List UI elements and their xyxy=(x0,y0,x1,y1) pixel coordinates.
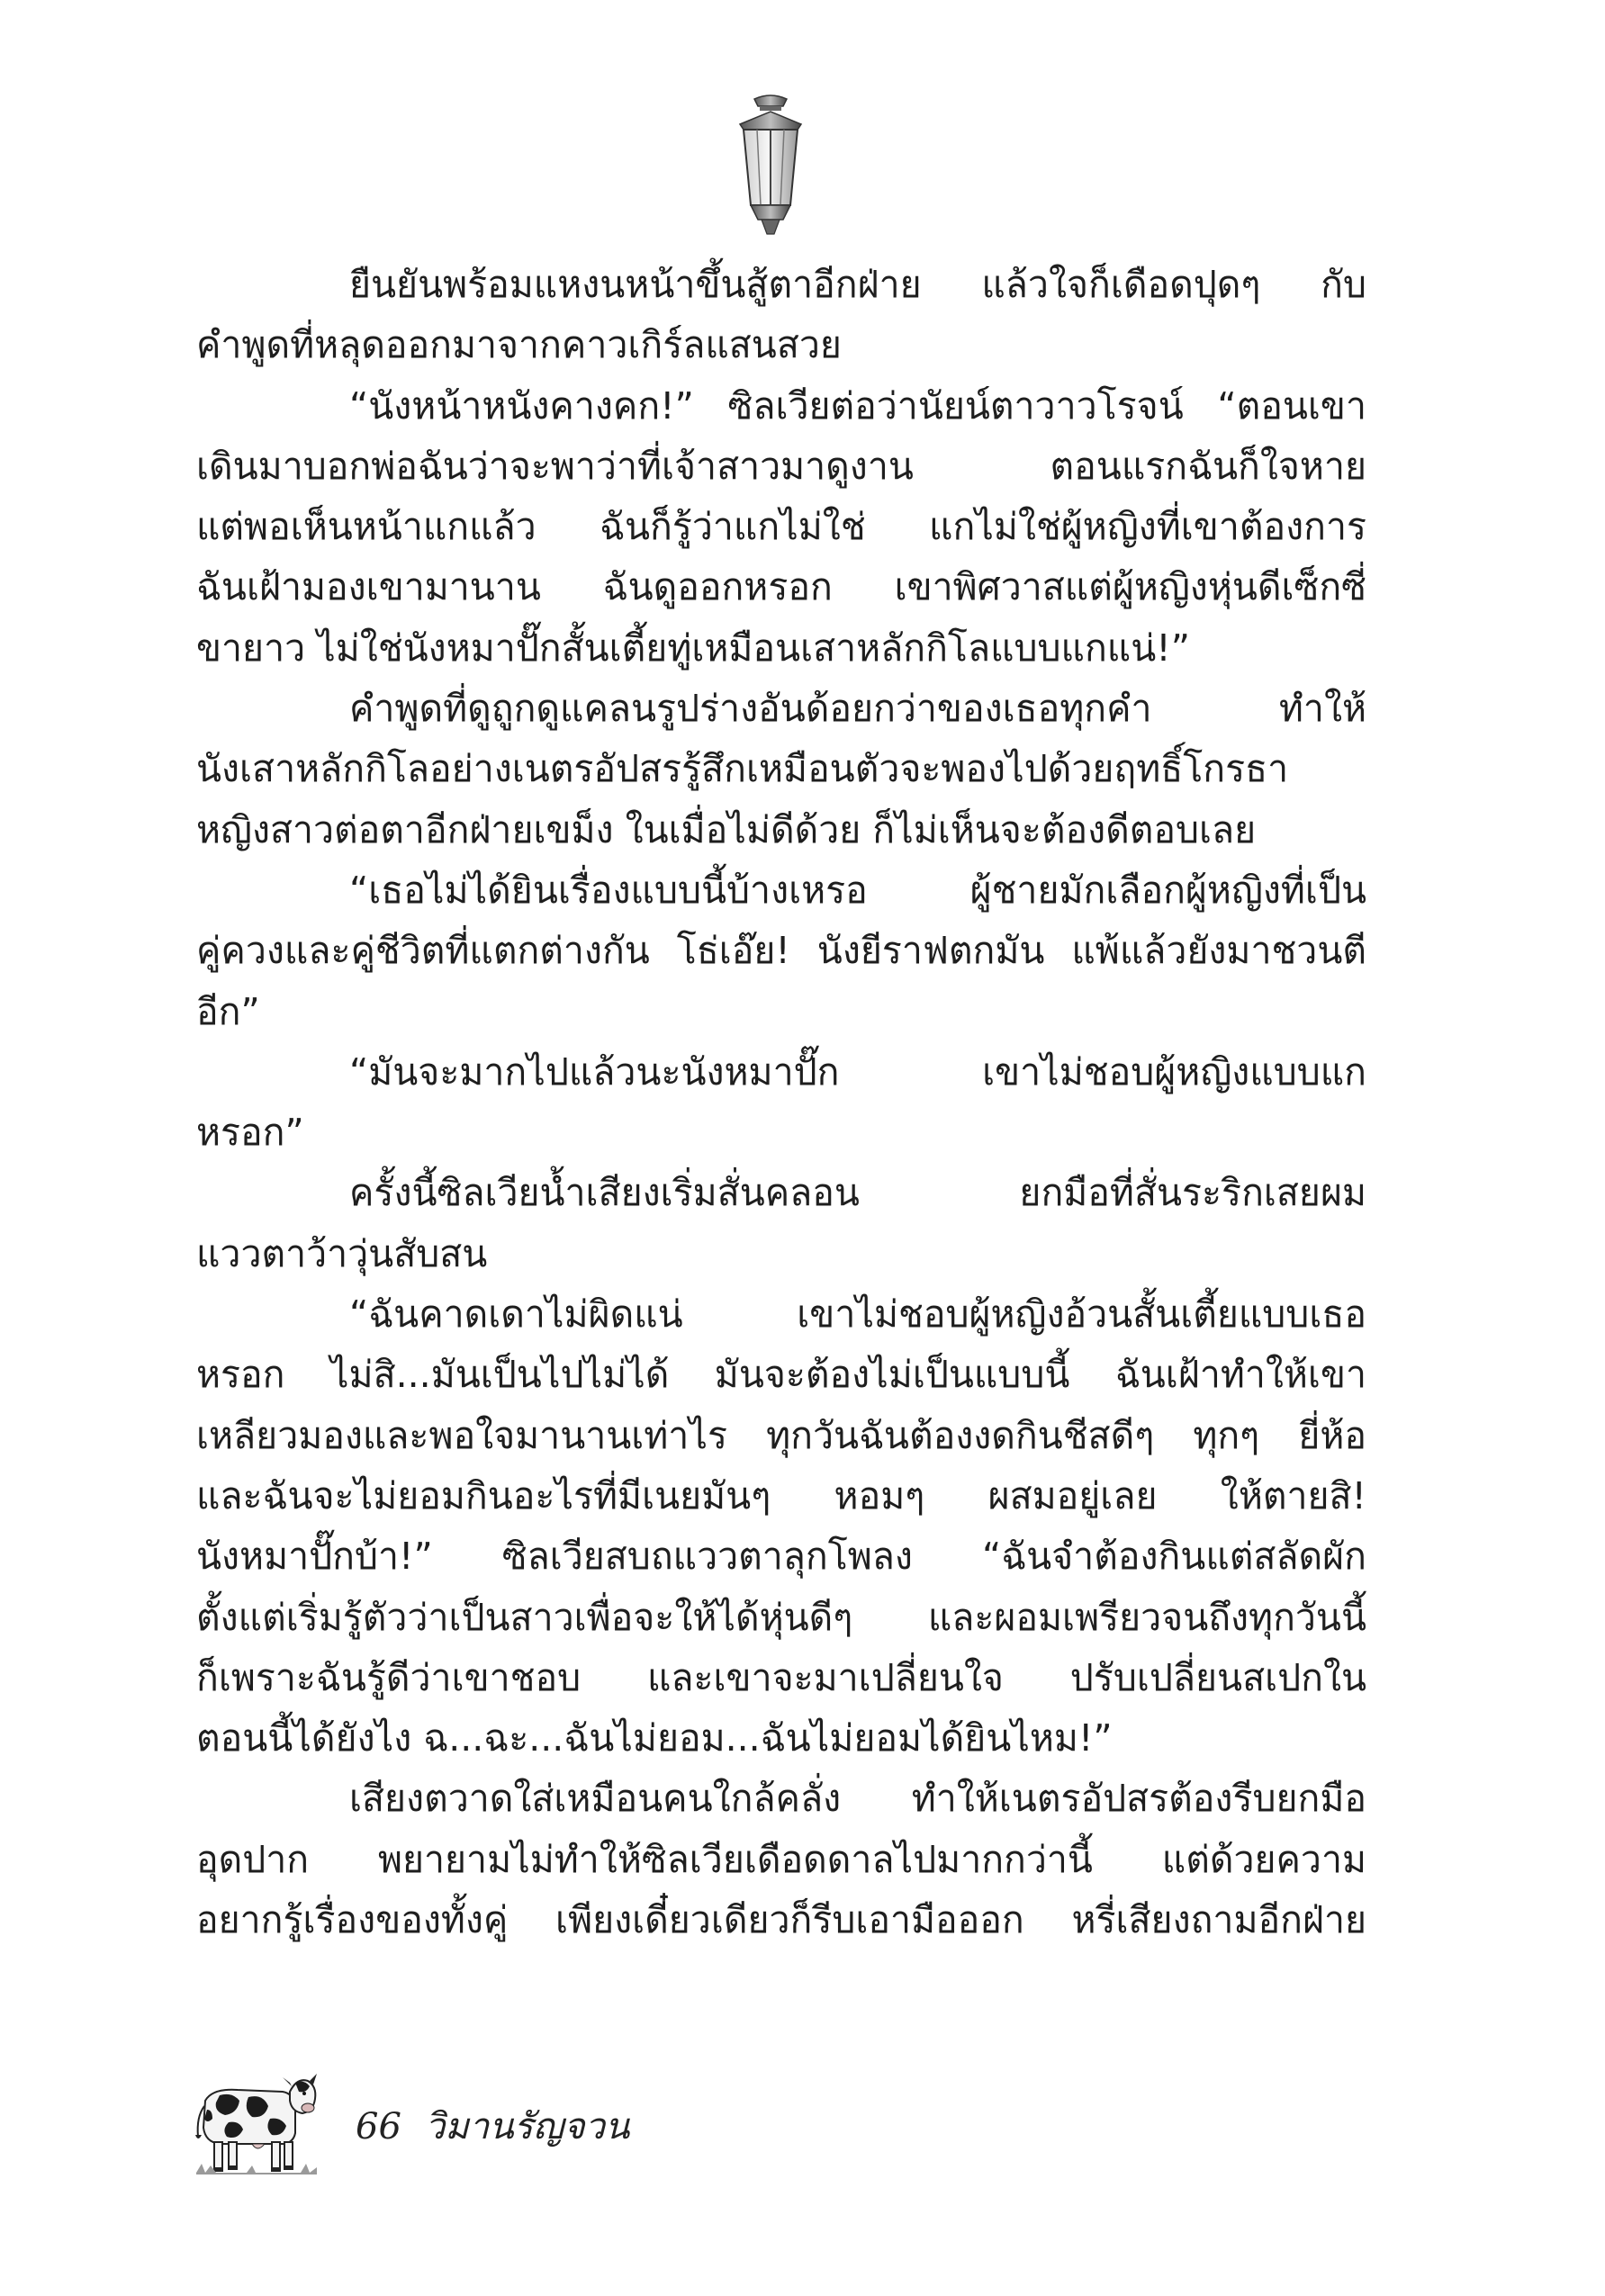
text-line: เสียงตวาดใส่เหมือนคนใกล้คลั่ง ทำให้เนตรอัปสรต้องรีบยกมือ xyxy=(349,1777,1366,1821)
text-line: อีก” xyxy=(196,989,260,1033)
lantern-icon xyxy=(727,94,814,238)
page-footer xyxy=(356,2097,629,2155)
text-line: อุดปาก พยายามไม่ทำให้ซิลเวียเดือดดาลไปมากกว่านี้ แต่ด้วยความ xyxy=(196,1837,1366,1881)
text-line: “เธอไม่ได้ยินเรื่องแบบนี้บ้างเหรอ ผู้ชายมักเลือกผู้หญิงที่เป็น xyxy=(349,868,1366,912)
body-text xyxy=(196,255,1366,1950)
text-line: อยากรู้เรื่องของทั้งคู่ เพียงเดี๋ยวเดียวก็รีบเอามือออก หรี่เสียงถามอีกฝ่าย xyxy=(196,1898,1366,1942)
text-line: หญิงสาวต่อตาอีกฝ่ายเขม็ง ในเมื่อไม่ดีด้วย ก็ไม่เห็นจะต้องดีตอบเลย xyxy=(196,807,1257,851)
text-line: ตั้งแต่เริ่มรู้ตัวว่าเป็นสาวเพื่อจะให้ได้หุ่นดีๆ และผอมเพรียวจนถึงทุกวันนี้ xyxy=(196,1595,1366,1639)
text-line: ขายาว ไม่ใช่นังหมาปั๊กสั้นเตี้ยทู่เหมือนเสาหลักกิโลแบบแกแน่!” xyxy=(196,626,1190,670)
text-line: ก็เพราะฉันรู้ดีว่าเขาชอบ และเขาจะมาเปลี่ยนใจ ปรับเปลี่ยนสเปกใน xyxy=(196,1655,1366,1699)
text-line: “มันจะมากไปแล้วนะนังหมาปั๊ก เขาไม่ชอบผู้หญิงแบบแก xyxy=(349,1049,1366,1094)
text-line: นังหมาปั๊กบ้า!” ซิลเวียสบถแววตาลุกโพลง “ฉันจำต้องกินแต่สลัดผัก xyxy=(196,1535,1366,1579)
text-line: คำพูดที่หลุดออกมาจากคาวเกิร์ลแสนสวย xyxy=(196,323,842,367)
text-line: เหลียวมองและพอใจมานานเท่าไร ทุกวันฉันต้องงดกินชีสดีๆ ทุกๆ ยี่ห้อ xyxy=(196,1413,1366,1457)
text-line: แต่พอเห็นหน้าแกแล้ว ฉันก็รู้ว่าแกไม่ใช่ แกไม่ใช่ผู้หญิงที่เขาต้องการ xyxy=(196,505,1366,549)
text-line: “นังหน้าหนังคางคก!” ซิลเวียต่อว่านัยน์ตาวาวโรจน์ “ตอนเขา xyxy=(349,383,1366,428)
text-line: ฉันเฝ้ามองเขามานาน ฉันดูออกหรอก เขาพิศวาสแต่ผู้หญิงหุ่นดีเซ็กซี่ xyxy=(196,565,1366,609)
text-line: คำพูดที่ดูถูกดูแคลนรูปร่างอันด้อยกว่าของเธอทุกคำ ทำให้ xyxy=(349,687,1366,731)
text-line: ยืนยันพร้อมแหงนหน้าขึ้นสู้ตาอีกฝ่าย แล้วใจก็เดือดปุดๆ กับ xyxy=(349,263,1366,306)
text-line: ครั้งนี้ซิลเวียน้ำเสียงเริ่มสั่นคลอน ยกมือที่สั่นระริกเสยผม xyxy=(349,1171,1366,1215)
cow-icon xyxy=(193,2070,319,2176)
text-line: คู่ควงและคู่ชีวิตที่แตกต่างกัน โธ่เอ๊ย! นังยีราฟตกมัน แพ้แล้วยังมาชวนตี xyxy=(196,929,1366,973)
text-line: หรอก” xyxy=(196,1111,304,1155)
book-title: วิมานรัญจวน xyxy=(424,2106,630,2147)
text-line: แววตาว้าวุ่นสับสน xyxy=(196,1231,488,1275)
text-line: เดินมาบอกพ่อฉันว่าจะพาว่าที่เจ้าสาวมาดูงาน ตอนแรกฉันก็ใจหาย xyxy=(196,444,1366,488)
text-line: และฉันจะไม่ยอมกินอะไรที่มีเนยมันๆ หอมๆ ผสมอยู่เลย ให้ตายสิ! xyxy=(196,1473,1366,1517)
text-line: “ฉันคาดเดาไม่ผิดแน่ เขาไม่ชอบผู้หญิงอ้วนสั้นเตี้ยแบบเธอ xyxy=(349,1292,1366,1337)
text-line: หรอก ไม่สิ...มันเป็นไปไม่ได้ มันจะต้องไม่เป็นแบบนี้ ฉันเฝ้าทำให้เขา xyxy=(196,1353,1366,1397)
text-line: นังเสาหลักกิโลอย่างเนตรอัปสรรู้สึกเหมือนตัวจะพองไปด้วยฤทธิ์โกรธา xyxy=(196,747,1289,791)
page-number: 66 xyxy=(356,2106,401,2147)
text-line: ตอนนี้ได้ยังไง ฉ...ฉะ...ฉันไม่ยอม...ฉันไม่ยอมได้ยินไหม!” xyxy=(196,1716,1113,1760)
